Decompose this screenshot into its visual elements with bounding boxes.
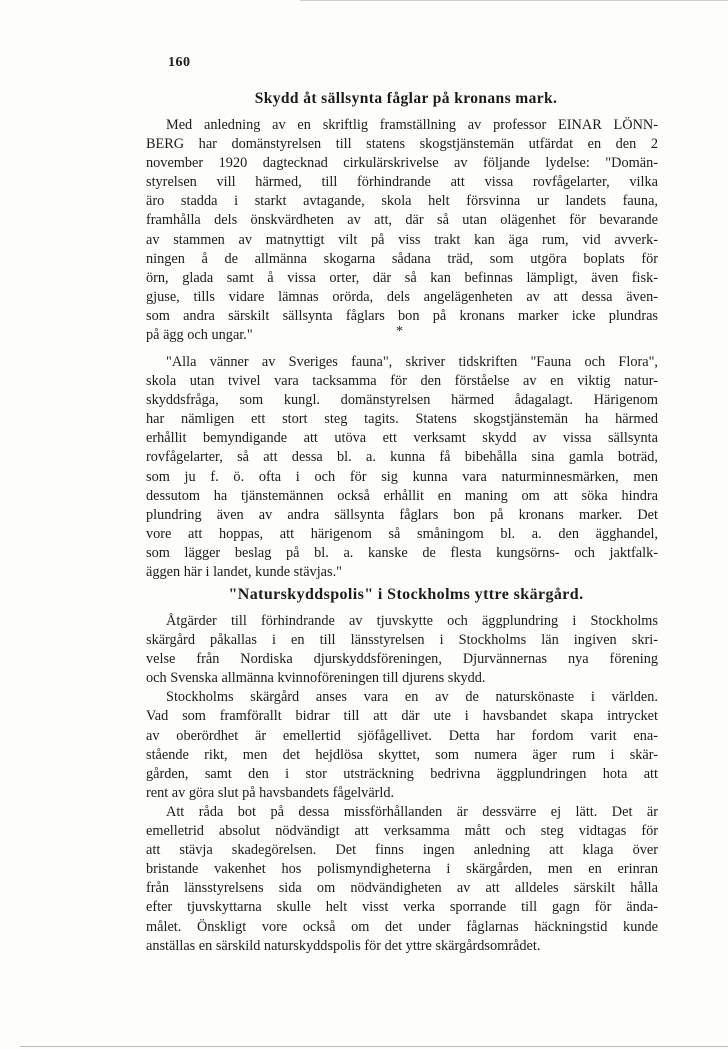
text-line: skola utan tvivel vara tacksamma för den förståelse av en viktig natur- — [146, 373, 658, 390]
text-line: vore att hoppas, att härigenom så småningom bl. a. den ägghandel, — [146, 525, 658, 542]
text-line: Vad som framförallt bidrar till att där ute i havsbandet skapa intrycket — [146, 708, 658, 725]
text-line: styrelsen vill härmed, till förhindrande att vissa rovfågelarter, vilka — [146, 174, 658, 191]
text-line: erhållit bemyndigande att utöva ett verksamt skydd av vissa sällsynta — [146, 430, 658, 447]
text-line: Stockholms skärgård anses vara en av de naturskönaste i världen. — [166, 689, 658, 706]
text-line: anställas en särskild naturskyddspolis för det yttre skärgårdsområdet. — [146, 937, 541, 954]
text-line: gården, samt den i stor utsträckning bedrivna äggplundringen hota att — [146, 765, 658, 782]
text-line: velse från Nordiska djurskyddsföreningen, Djurvännernas nya förening — [146, 651, 658, 668]
text-line: av stammen av matnyttigt vilt på viss trakt kan äga rum, vid avverk- — [146, 231, 658, 248]
text-line: som ju f. ö. ofta i och för sig kunna vara naturminnesmärken, men — [146, 468, 658, 485]
text-line: rovfågelarter, så att dessa bl. a. kunna få bibehålla sina gamla boträd, — [146, 449, 658, 466]
scan-edge-top — [300, 0, 728, 1]
text-line: har nämligen ett stort steg tagits. Statens skogstjänstemän ha härmed — [146, 411, 658, 428]
text-line: gjuse, tills vidare lämnas orörda, dels angelägenheten av att dessa även- — [146, 288, 658, 305]
text-line: som lägger beslag på bl. a. kanske de flesta kungsörns- och jaktfalk- — [146, 544, 658, 561]
text-line: målet. Önskligt vore också om det under fåglarnas häckningstid kunde — [146, 918, 658, 935]
text-line: november 1920 dagtecknad cirkulärskrivelse av följande lydelse: "Domän- — [146, 155, 658, 172]
text-line: skyddsfråga, som kungl. domänstyrelsen härmed ådagalagt. Härigenom — [146, 392, 658, 409]
text-line: ningen å de allmänna skogarna sådana träd, som utgöra boplats för — [146, 250, 658, 267]
paragraph-2 — [146, 353, 658, 582]
text-line: äro stadda i starkt avtagande, skola helt försvinna ur landets fauna, — [146, 193, 658, 210]
paragraph-1 — [146, 116, 658, 345]
text-line: rent av göra slut på havsbandets fågelvärld. — [146, 784, 395, 801]
text-line: äggen här i landet, kunde stävjas." — [146, 564, 343, 581]
text-line: av oberördhet är emellertid sjöfågellivet. Detta har fordom varit ena- — [146, 727, 658, 744]
scan-edge-bottom — [20, 1046, 728, 1047]
text-line: Med anledning av en skriftlig framställning av professor EINAR LÖNN- — [166, 117, 658, 133]
text-line: dessutom ha tjänstemännen också erhållit en maning om att söka hindra — [146, 487, 658, 504]
page-number: 160 — [168, 55, 191, 70]
text-line: Åtgärder till förhindrande av tjuvskytte och äggplundring i Stockholms — [166, 613, 658, 629]
text-line: framhålla dels önskvärdheten av att, där så utan olägenhet för bevarande — [146, 212, 658, 229]
text-line: på ägg och ungar." — [146, 327, 253, 344]
text-line: stående rikt, men det hejdlösa skyttet, som numera äger rum i skär- — [146, 746, 658, 763]
text-line: skärgård påkallas i en till länsstyrelsen i Stockholms län ingiven skri- — [146, 632, 658, 649]
section-separator: * — [396, 324, 403, 339]
text-line: att stävja skadegörelsen. Det finns ingen anledning att klaga över — [146, 842, 658, 859]
paragraph-3 — [146, 612, 658, 956]
text-line: BERG har domänstyrelsen till statens skogstjänstemän utfärdat en den 2 — [146, 136, 658, 153]
section-heading-1: Skydd åt sällsynta fåglar på kronans mark. — [254, 90, 558, 107]
text-line: "Alla vänner av Sveriges fauna", skriver tidskriften "Fauna och Flora", — [166, 354, 658, 370]
text-line: från länsstyrelsens sida om nödvändigheten av att alldeles särskilt hålla — [146, 880, 658, 897]
text-line: örn, glada samt å vissa orter, där så kan befinnas lämpligt, även fisk- — [146, 269, 658, 286]
text-line: emelletrid absolut nödvändigt att verksamma mått och steg vidtagas för — [146, 823, 658, 840]
text-line: och Svenska allmänna kvinnoföreningen till djurens skydd. — [146, 670, 486, 687]
text-line: plundring även av andra sällsynta fåglars bon på kronans marker. Det — [146, 506, 658, 523]
text-line: efter tjuvskyttarna skulle helt visst verka sporrande till gagn för ända- — [146, 899, 658, 916]
text-line: Att råda bot på dessa missförhållanden är dessvärre ej lätt. Det är — [166, 803, 658, 820]
text-line: som andra särskilt sällsynta fåglars bon på kronans marker icke plundras — [146, 307, 658, 324]
section-heading-2: "Naturskyddspolis" i Stockholms yttre skärgård. — [228, 586, 584, 603]
text-line: bristande vakenhet hos polismyndigheterna i skärgården, men en erinran — [146, 861, 658, 878]
